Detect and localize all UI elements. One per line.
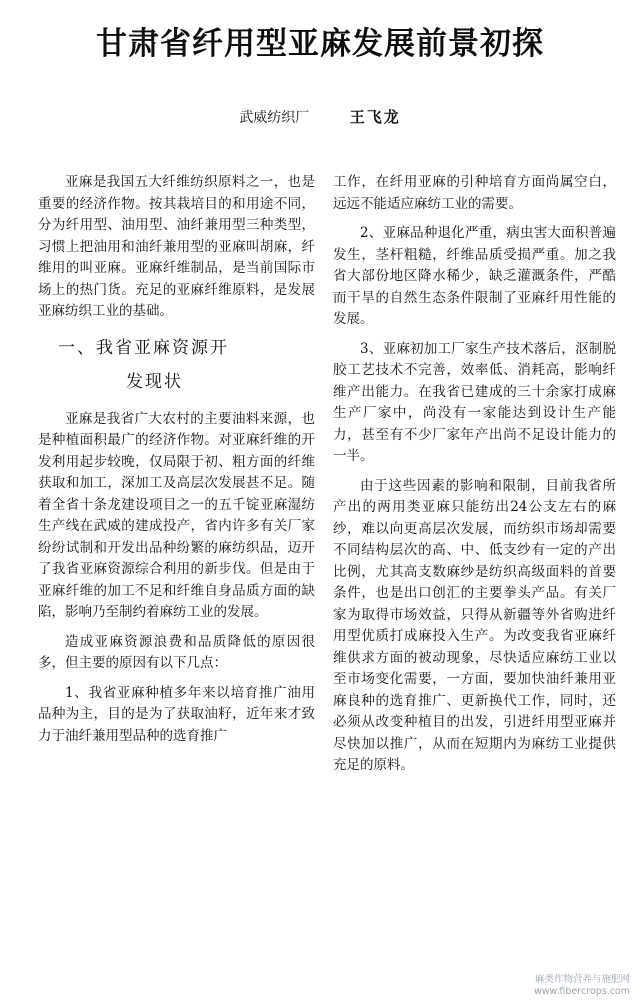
site-watermark xyxy=(534,974,630,998)
section-heading-line-1: 一、我省亚麻资源开 xyxy=(58,337,229,358)
article-title: 甘肃省纤用型亚麻发展前景初探 xyxy=(96,26,544,62)
section-heading-line-2: 发现状 xyxy=(126,371,183,392)
body-paragraph: 亚麻是我省广大农村的主要油料来源，也是种植面积最广的经济作物。对亚麻纤维的开发利用起步较晚，仅局限于初、粗方面的纤维获取和加工，深加工及高层次发展甚不足。随着全省十条龙建设项目之一的五千锭亚麻湿纺生产线在武威的建成投产，省内许多有关厂家纷纷试制和开发出品种纷繁的麻纺织品，迈开了我省亚麻资源综合利用的新步伐。但是由于亚麻纤维的加工不足和纤维自身品质方面的缺陷，影响乃至制约着麻纺工业的发展。 xyxy=(38,410,315,620)
section-heading xyxy=(38,331,315,399)
body-paragraph: 造成亚麻资源浪费和品质降低的原因很多，但主要的原因有以下几点： xyxy=(38,633,315,671)
watermark-site-name: 麻类作物营养与施肥网 xyxy=(534,974,630,985)
left-column xyxy=(38,172,315,755)
body-paragraph: 2、亚麻品种退化严重，病虫害大面积普遍发生，茎杆粗糙，纤维品质受损严重。加之我省大部份地区降水稀少，缺乏灌溉条件，严酷而干旱的自然生态条件限制了亚麻纤用性能的发展。 xyxy=(333,225,616,327)
intro-paragraph: 亚麻是我国五大纤维纺织原料之一，也是重要的经济作物。按其栽培目的和用途不同，分为纤用型、油用型、油纤兼用型三种类型，习惯上把油用和油纤兼用型的亚麻叫胡麻，纤维用的叫亚麻。亚麻纤维制品，是当前国际市场上的热门货。充足的亚麻纤维原料，是发展亚麻纺织工业的基础。 xyxy=(38,174,315,319)
watermark-url: www.fibercrops.com xyxy=(533,986,630,997)
body-paragraph: 由于这些因素的影响和限制，目前我省所产出的两用类亚麻只能纺出24公支左右的麻纱，难以向更高层次发展，而纺织市场却需要不同结构层次的高、中、低支纱有一定的产出比例，尤其高支数麻纱是纺织高级面料的首要条件，也是出口创汇的主要拳头产品。有关厂家为取得市场效益，只得从新疆等外省购进纤用型优质打成麻投入生产。为改变我省亚麻纤维供求方面的被动现象，尽快适应麻纺工业以至市场变化需要，一方面，要加快油纤兼用亚麻良种的选育推广、更新换代工作，同时，还必须从改变种植目的出发，引进纤用型亚麻并尽快加以推广，从而在短期内为麻纺工业提供充足的原料。 xyxy=(333,477,616,773)
body-paragraph: 1、我省亚麻种植多年来以培育推广油用品种为主，目的是为了获取油籽，近年来才致力于油纤兼用型品种的选育推广 xyxy=(38,684,315,744)
author-name: 王飞龙 xyxy=(349,108,401,126)
body-paragraph: 3、亚麻初加工厂家生产技术落后，沤制脱胶工艺技术不完善，效率低、消耗高，影响纤维产出能力。在我省已建成的三十余家打成麻生产厂家中，尚没有一家能达到设计生产能力，甚至有不少厂家年产出尚不足设计能力的一半。 xyxy=(333,340,616,464)
continued-paragraph: 工作，在纤用亚麻的引种培育方面尚属空白，远远不能适应麻纺工业的需要。 xyxy=(333,174,616,212)
right-column xyxy=(333,172,616,785)
author-organization: 武威纺织厂 xyxy=(239,110,310,126)
byline xyxy=(0,106,640,127)
